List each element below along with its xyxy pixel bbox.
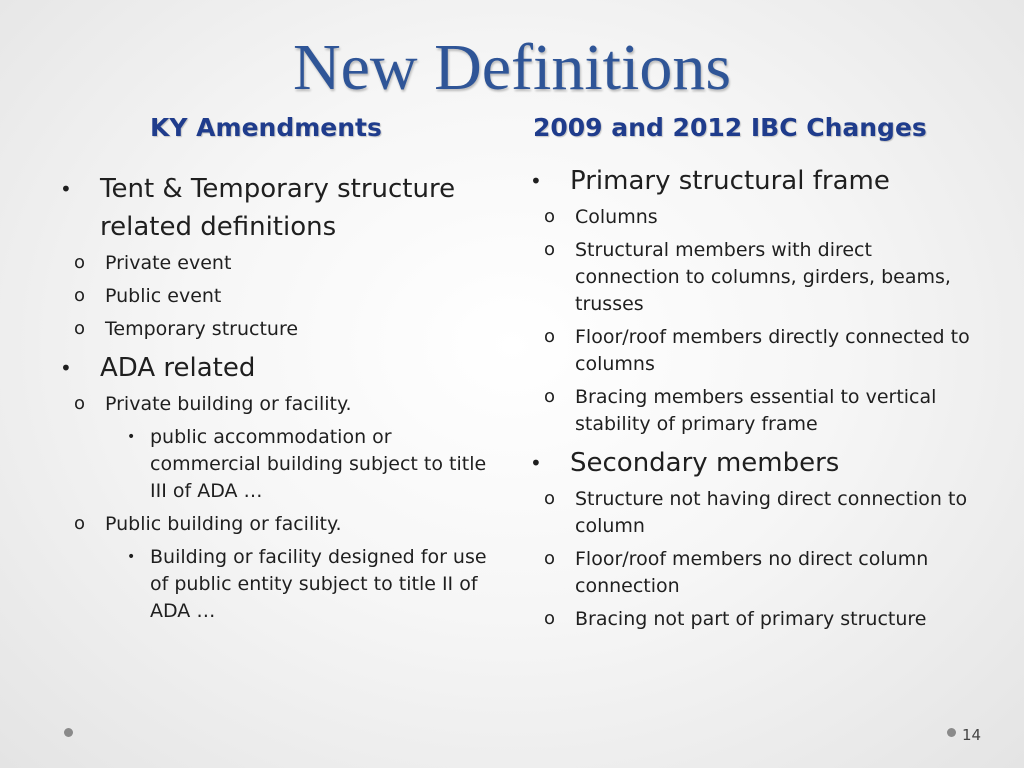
bullet-text: Public building or facility. xyxy=(105,513,342,535)
bullet-marker: o xyxy=(544,386,556,407)
bullet-item xyxy=(530,162,970,200)
left-column-heading: KY Amendments xyxy=(150,113,382,142)
bullet-marker: o xyxy=(74,393,86,414)
sub-bullet-item xyxy=(60,283,500,310)
right-column xyxy=(530,162,970,639)
bullet-text: Secondary members xyxy=(570,448,840,478)
slide-title: New Definitions xyxy=(292,31,732,104)
bullet-item xyxy=(60,170,500,246)
right-column-heading: 2009 and 2012 IBC Changes xyxy=(533,113,927,142)
bullet-marker: o xyxy=(544,239,556,260)
sub-bullet-item xyxy=(60,250,500,277)
bullet-item xyxy=(530,444,970,482)
left-column xyxy=(60,170,500,631)
footer-right-dot xyxy=(947,728,956,737)
bullet-item xyxy=(60,349,500,387)
bullet-marker: • xyxy=(530,451,542,475)
bullet-marker: • xyxy=(127,549,136,565)
sub-bullet-item xyxy=(530,606,970,633)
bullet-text: Structure not having direct connection to column xyxy=(575,488,968,537)
bullet-marker: o xyxy=(544,488,556,509)
bullet-marker: o xyxy=(74,318,86,339)
sub-bullet-item xyxy=(60,511,500,538)
bullet-text: Temporary structure xyxy=(105,318,299,340)
bullet-text: Floor/roof members directly connected to columns xyxy=(575,326,970,375)
bullet-marker: • xyxy=(60,177,72,201)
bullet-marker: o xyxy=(74,513,86,534)
sub-bullet-item xyxy=(530,237,970,318)
bullet-marker: o xyxy=(544,206,556,227)
bullet-marker: • xyxy=(530,169,542,193)
sub-sub-bullet-item xyxy=(60,424,500,505)
bullet-text: public accommodation or commercial building subject to title III of ADA … xyxy=(150,426,487,502)
bullet-text: Tent & Temporary structure related definitions xyxy=(100,174,456,242)
bullet-text: Public event xyxy=(105,285,222,307)
page-number: 14 xyxy=(962,726,982,744)
bullet-text: Building or facility designed for use of public entity subject to title II of ADA … xyxy=(150,546,487,622)
bullet-marker: o xyxy=(74,252,86,273)
bullet-list xyxy=(60,170,500,625)
bullet-text: Private event xyxy=(105,252,232,274)
bullet-text: Structural members with direct connection to columns, girders, beams, trusses xyxy=(575,239,951,315)
bullet-text: Floor/roof members no direct column connection xyxy=(575,548,929,597)
sub-bullet-item xyxy=(530,486,970,540)
bullet-text: Columns xyxy=(575,206,658,228)
sub-sub-bullet-item xyxy=(60,544,500,625)
footer-left-dot xyxy=(64,728,73,737)
bullet-text: Bracing members essential to vertical stability of primary frame xyxy=(575,386,937,435)
sub-bullet-item xyxy=(530,324,970,378)
bullet-marker: • xyxy=(127,429,136,445)
bullet-text: Private building or facility. xyxy=(105,393,352,415)
sub-bullet-item xyxy=(60,316,500,343)
sub-bullet-item xyxy=(60,391,500,418)
bullet-marker: o xyxy=(544,608,556,629)
bullet-marker: o xyxy=(74,285,86,306)
bullet-text: Primary structural frame xyxy=(570,166,890,196)
bullet-marker: o xyxy=(544,548,556,569)
sub-bullet-item xyxy=(530,546,970,600)
bullet-marker: o xyxy=(544,326,556,347)
bullet-text: Bracing not part of primary structure xyxy=(575,608,927,630)
bullet-text: ADA related xyxy=(100,353,256,383)
sub-bullet-item xyxy=(530,384,970,438)
sub-bullet-item xyxy=(530,204,970,231)
bullet-marker: • xyxy=(60,356,72,380)
bullet-list xyxy=(530,162,970,633)
